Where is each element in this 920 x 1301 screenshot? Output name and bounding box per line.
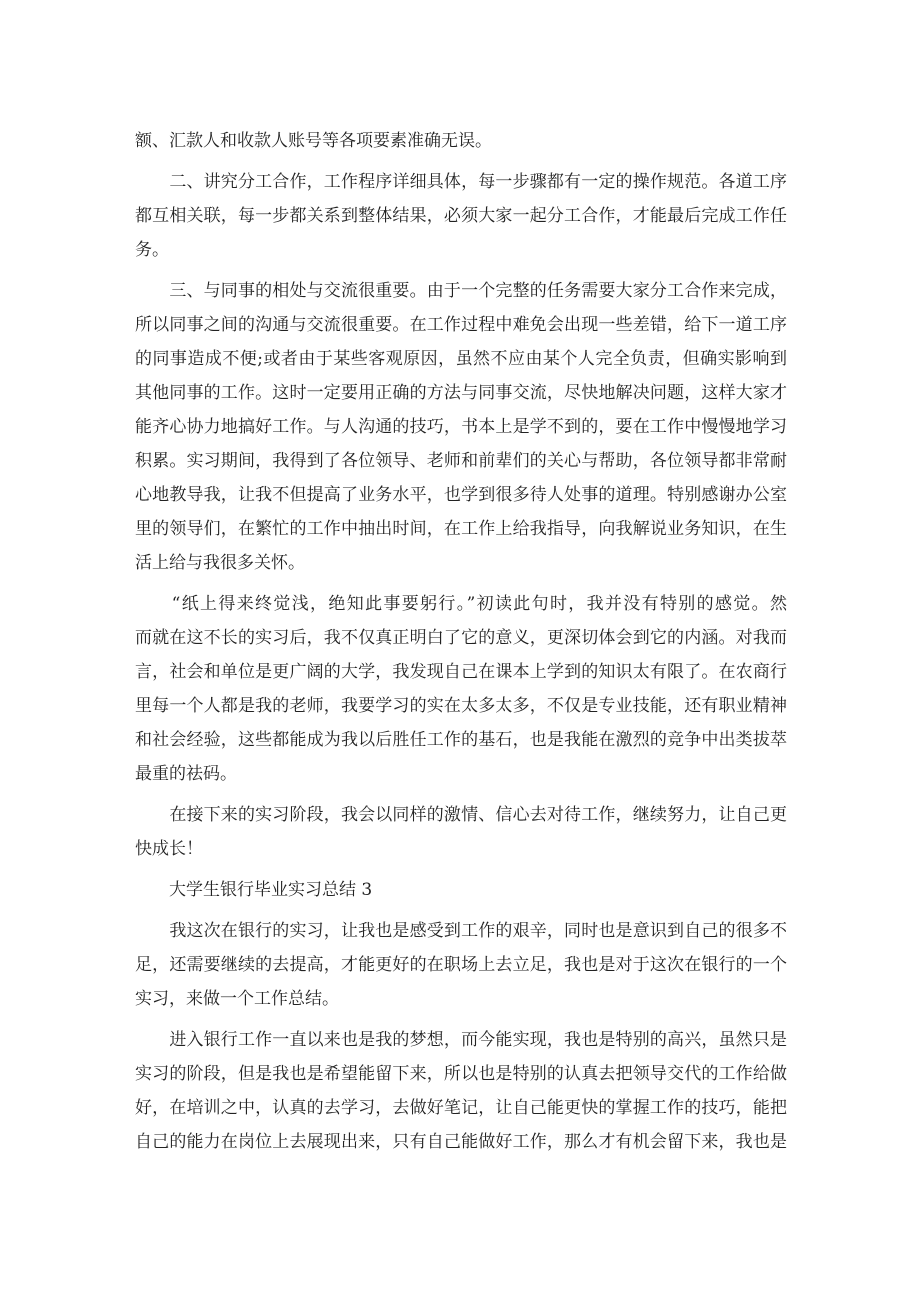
text-line: 在接下来的实习阶段，我会以同样的激情、信心去对待工作，继续努力，让自己更 (135, 805, 787, 825)
text-line: 积累。实习期间，我得到了各位领导、老师和前辈们的关心与帮助，各位领导都非常耐 (135, 451, 787, 471)
text-line: 务。 (135, 240, 169, 260)
text-line: 和社会经验，这些都能成为我以后胜任工作的基石，也是我能在激烈的竞争中出类拔萃 (135, 730, 787, 750)
text-line: 快成长！ (135, 839, 203, 859)
paragraph (135, 274, 787, 580)
text-line: 的同事造成不便;或者由于某些客观原因，虽然不应由某个人完全负责，但确实影响到 (135, 349, 787, 369)
text-line: 最重的祛码。 (135, 764, 237, 784)
text-line: 其他同事的工作。这时一定要用正确的方法与同事交流，尽快地解决问题，这样大家才 (135, 383, 787, 403)
text-line: 实习的阶段，但是我也是希望能留下来，所以也是特别的认真去把领导交代的工作给做 (135, 1064, 787, 1084)
text-line: 里的领导们，在繁忙的工作中抽出时间，在工作上给我指导，向我解说业务知识，在生 (135, 519, 787, 539)
document-body (135, 124, 787, 1159)
text-line: 足，还需要继续的去提高，才能更好的在职场上去立足，我也是对于这次在银行的一个 (135, 955, 787, 975)
text-line: 好，在培训之中，认真的去学习，去做好笔记，让自己能更快的掌握工作的技巧，能把 (135, 1098, 787, 1118)
text-line: 能齐心协力地搞好工作。与人沟通的技巧，书本上是学不到的，要在工作中慢慢地学习 (135, 417, 787, 437)
paragraph (135, 587, 787, 791)
paragraph (135, 1023, 787, 1159)
paragraph (135, 165, 787, 267)
text-line: 三、与同事的相处与交流很重要。由于一个完整的任务需要大家分工合作来完成， (135, 281, 787, 301)
paragraph (135, 798, 787, 866)
text-line: 所以同事之间的沟通与交流很重要。在工作过程中难免会出现一些差错，给下一道工序 (135, 315, 787, 335)
text-line: 里每一个人都是我的老师，我要学习的实在太多太多，不仅是专业技能，还有职业精神 (135, 696, 787, 716)
text-line: 进入银行工作一直以来也是我的梦想，而今能实现，我也是特别的高兴，虽然只是 (135, 1030, 787, 1050)
text-line: 二、讲究分工合作，工作程序详细具体，每一步骤都有一定的操作规范。各道工序 (135, 172, 787, 192)
section-heading (135, 873, 787, 907)
text-line: “纸上得来终觉浅，绝知此事要躬行。”初读此句时，我并没有特别的感觉。然 (135, 594, 787, 614)
heading-line: 大学生银行毕业实习总结 3 (135, 880, 373, 900)
text-line: 我这次在银行的实习，让我也是感受到工作的艰辛，同时也是意识到自己的很多不 (135, 921, 787, 941)
text-line: 心地教导我，让我不但提高了业务水平，也学到很多待人处事的道理。特别感谢办公室 (135, 485, 787, 505)
text-line: 言，社会和单位是更广阔的大学，我发现自己在课本上学到的知识太有限了。在农商行 (135, 662, 787, 682)
text-line: 而就在这不长的实习后，我不仅真正明白了它的意义，更深切体会到它的内涵。对我而 (135, 628, 787, 648)
text-line: 实习，来做一个工作总结。 (135, 989, 339, 1009)
text-line: 都互相关联，每一步都关系到整体结果，必须大家一起分工合作，才能最后完成工作任 (135, 206, 787, 226)
paragraph (135, 124, 787, 158)
text-line: 活上给与我很多关怀。 (135, 553, 305, 573)
paragraph (135, 914, 787, 1016)
text-line: 额、汇款人和收款人账号等各项要素准确无误。 (135, 131, 492, 151)
text-line: 自己的能力在岗位上去展现出来，只有自己能做好工作，那么才有机会留下来，我也是 (135, 1132, 787, 1152)
